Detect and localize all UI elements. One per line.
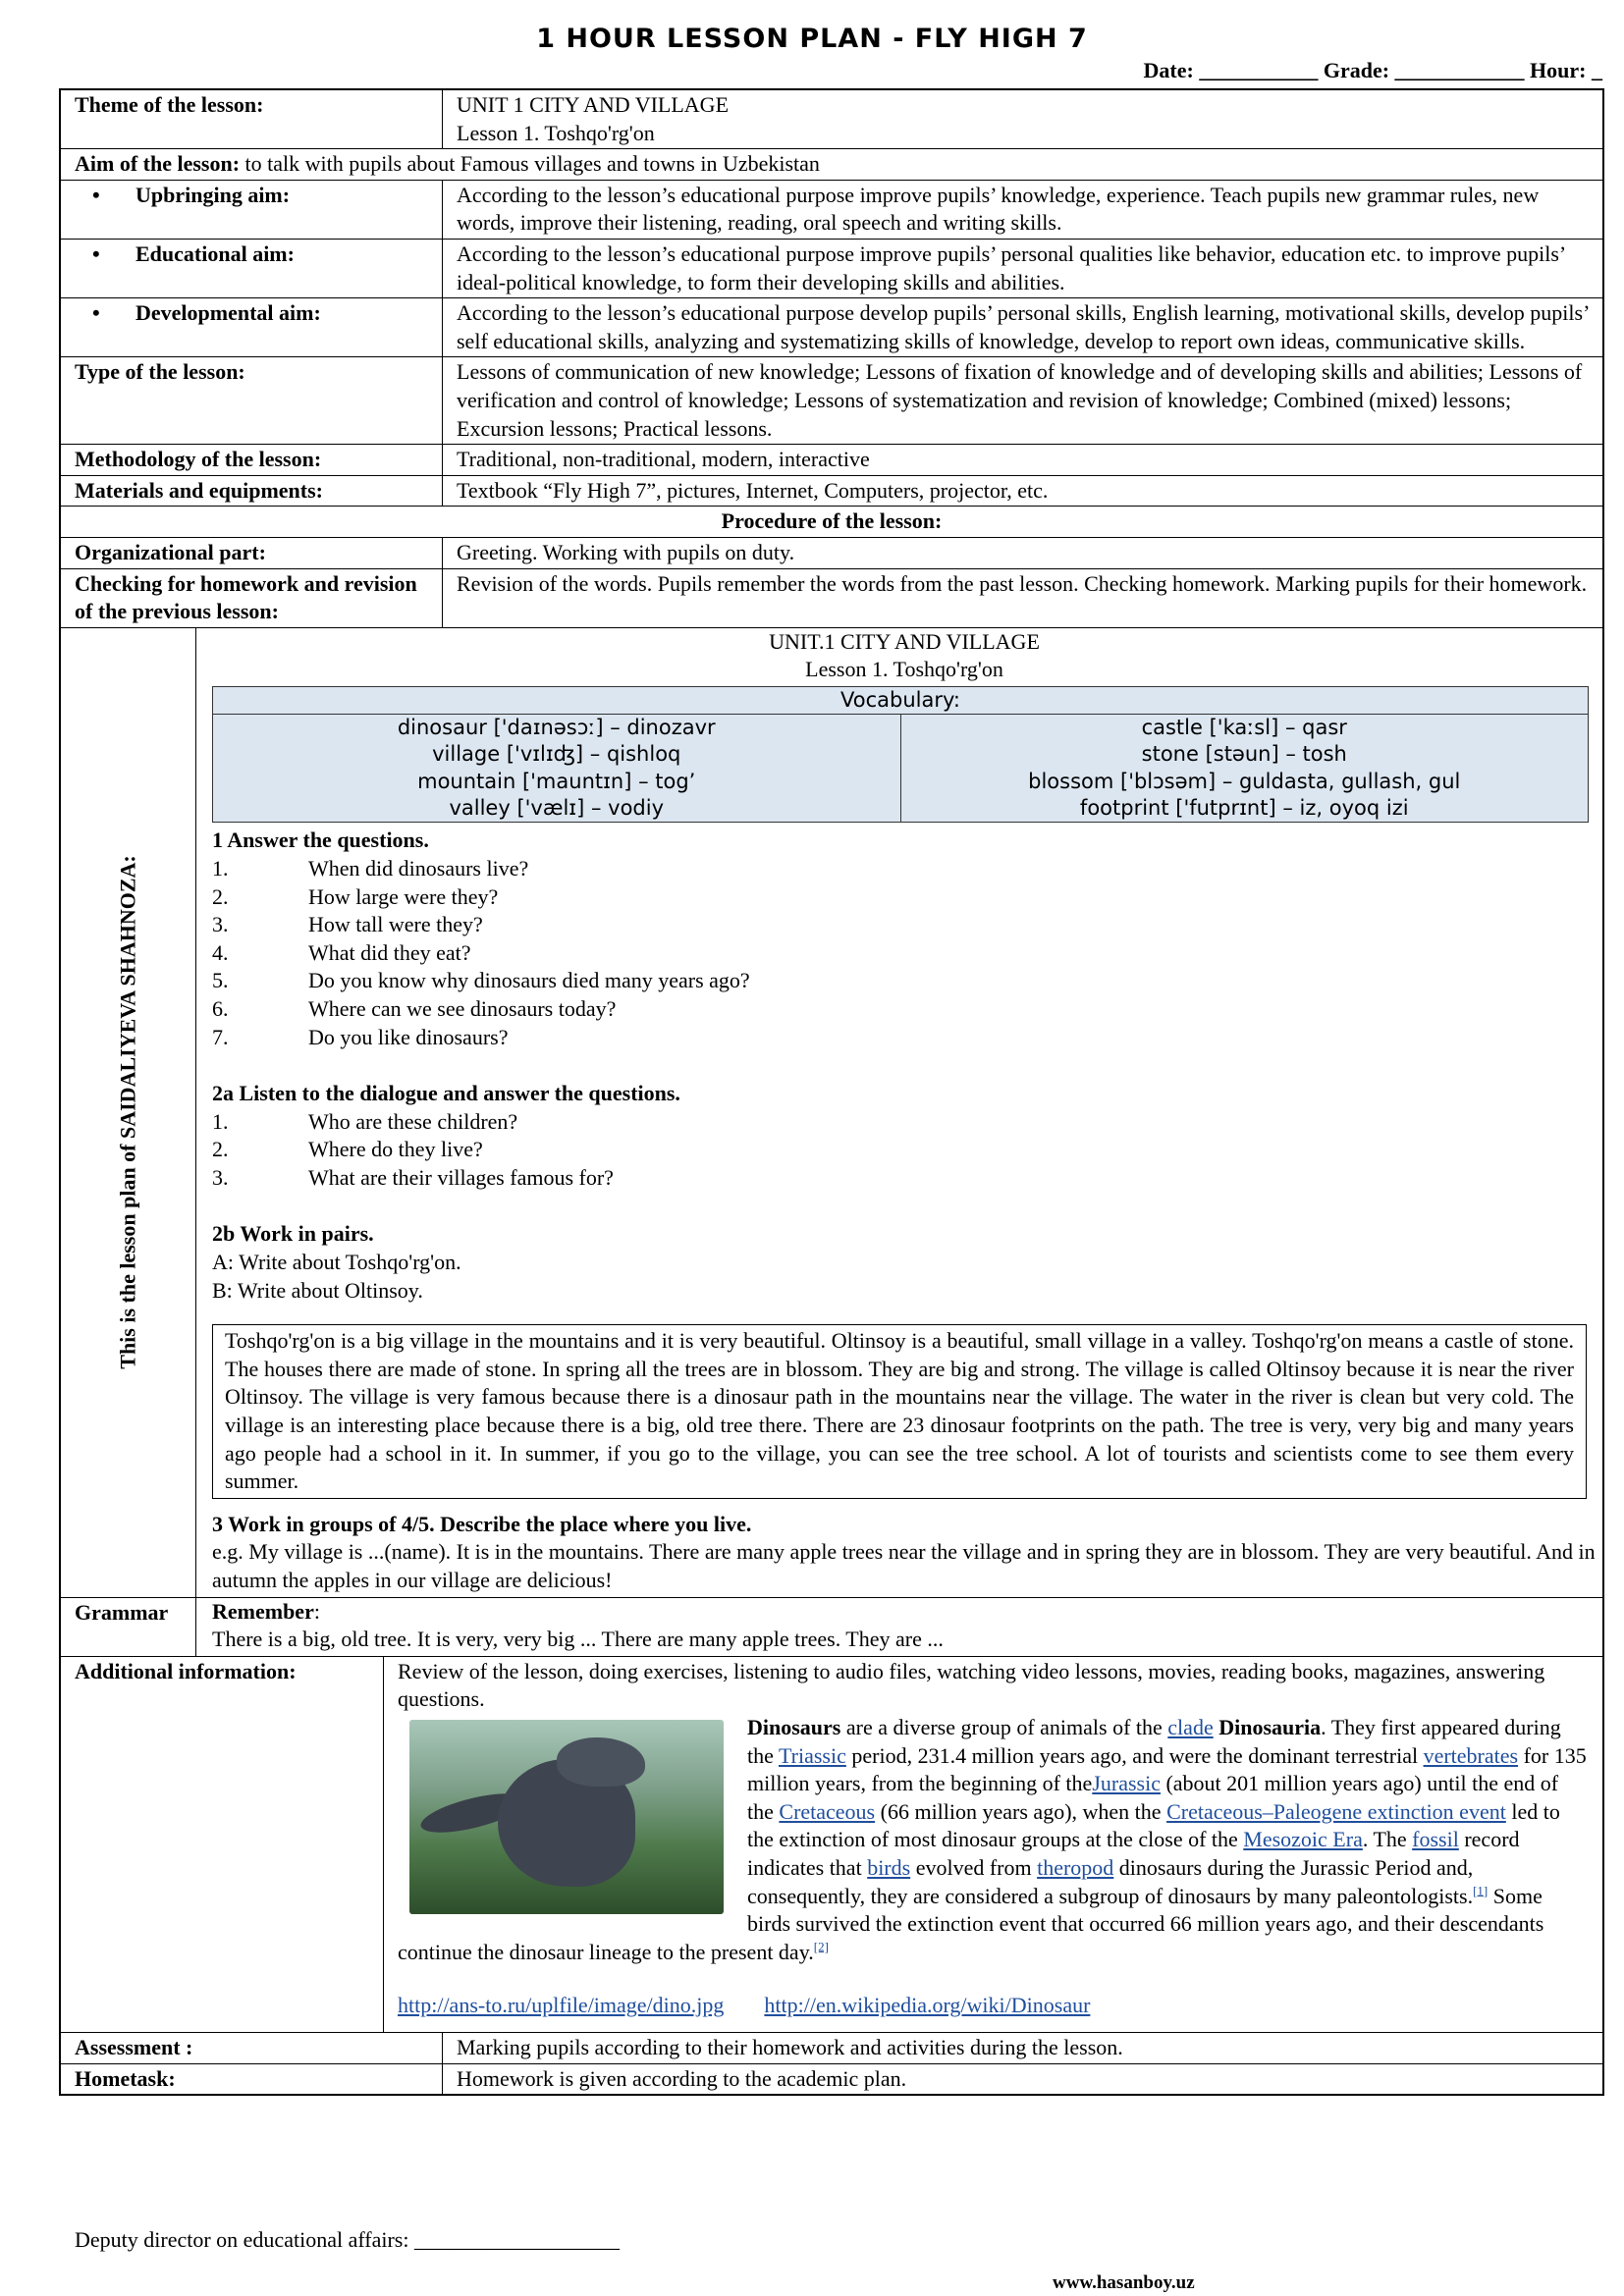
citation-1[interactable]: [1] — [1473, 1883, 1489, 1898]
type-label: Type of the lesson: — [61, 357, 443, 444]
link-cretaceous[interactable]: Cretaceous — [779, 1798, 876, 1824]
homework-check-row — [61, 568, 1602, 627]
vocab-item: stone [stəun] – tosh — [1141, 742, 1347, 767]
unit-title: UNIT.1 CITY AND VILLAGE — [769, 628, 1040, 654]
aim-row — [61, 148, 1602, 180]
lesson-plan-table — [59, 88, 1604, 2096]
vocabulary-heading: Vocabulary: — [213, 687, 1588, 715]
reading-text-box: Toshqo'rg'on is a big village in the mountains and it is very beautiful. Oltinsoy is a beautiful, small village in a valley. Toshqo'rg'on means a castle of stone. The houses there are made of stone. In spring all the trees are in blossom. They are big and strong. The village is called Oltinsoy because it is near the river Oltinsoy. The village is very famous because there is a dinosaur path in the mountains near the village. The water in the river is clean but very cold. The village is an interesting place because there is a big, old tree there. There are 23 dinosaur footprints on the path. The tree is very, very big and many years ago people had a school in it. In summer, if you go to the village, you can see the tree school. A lot of tourists and scientists come to see them every summer. — [212, 1324, 1587, 1499]
vocab-item: village ['vɪlɪʤ] – qishloq — [432, 742, 681, 767]
materials-value: Textbook “Fly High 7”, pictures, Internet, Computers, projector, etc. — [457, 477, 1049, 503]
site-footer: www.hasanboy.uz — [1053, 2272, 1195, 2293]
procedure-heading: Procedure of the lesson: — [721, 508, 943, 534]
question-item: 4. What did they eat? — [212, 939, 471, 965]
additional-info-content — [384, 1657, 1602, 2032]
side-label: This is the lesson plan of SAIDALIYEVA SHAHNOZA: — [115, 855, 140, 1369]
additional-info-row — [61, 1656, 1602, 2032]
vocab-item: dinosaur ['daɪnəsɔː] – dinozavr — [397, 716, 716, 740]
question-item: 6. Where can we see dinosaurs today? — [212, 995, 617, 1021]
vocab-item: castle ['kaːsl] – qasr — [1141, 716, 1347, 740]
image-source-link[interactable]: http://ans-to.ru/uplfile/image/dino.jpg — [398, 1993, 725, 2018]
exercise-1-questions — [212, 855, 1597, 1051]
vocabulary-table — [212, 686, 1589, 823]
grammar-row — [61, 1597, 1602, 1656]
lesson-body-row — [61, 627, 1602, 1597]
link-triassic[interactable]: Triassic — [778, 1742, 846, 1768]
assessment-label: Assessment : — [61, 2033, 443, 2063]
link-clade[interactable]: clade — [1167, 1714, 1214, 1739]
materials-label: Materials and equipments: — [61, 476, 443, 507]
aim-label: Aim of the lesson: — [75, 151, 241, 177]
vocabulary-right-column — [901, 715, 1589, 822]
developmental-aim-value: According to the lesson’s educational purpose develop pupils’ personal skills, English learning, motivational skills, develop pupils’ self educational skills, analyzing and systematizing skills of knowledge, develop to report own ideas, communicative skills. — [457, 300, 1589, 353]
upbringing-aim-value: According to the lesson’s educational purpose improve pupils’ knowledge, experience. Teach pupils new grammar rules, new words, improve their listening, reading, oral speech and writing skills. — [457, 182, 1540, 236]
exercise-2b-title: 2b Work in pairs. — [212, 1221, 374, 1247]
exercise-2a-title: 2a Listen to the dialogue and answer the questions. — [212, 1081, 680, 1106]
exercise-2a-questions — [212, 1108, 1597, 1193]
additional-intro: Review of the lesson, doing exercises, listening to audio files, watching video lessons, movies, reading books, magazines, answering questions. — [398, 1658, 1545, 1712]
organizational-label: Organizational part: — [61, 538, 443, 568]
deputy-director-signature-line: Deputy director on educational affairs: ___________________ — [75, 2227, 620, 2252]
question-item: 3. What are their villages famous for? — [212, 1164, 614, 1190]
wikipedia-link[interactable]: http://en.wikipedia.org/wiki/Dinosaur — [764, 1993, 1091, 2018]
question-item: 1. When did dinosaurs live? — [212, 855, 529, 881]
link-extinction-event[interactable]: Cretaceous–Paleogene extinction event — [1166, 1798, 1506, 1824]
grammar-content: Remember: There is a big, old tree. It is very, very big ... There are many apple trees. They are ... — [196, 1598, 1602, 1656]
methodology-row — [61, 444, 1602, 475]
additional-info-label: Additional information: — [61, 1657, 384, 2032]
educational-aim-value: According to the lesson’s educational purpose improve pupils’ personal qualities like behavior, education etc. to improve pupils’ ideal-political knowledge, to form their developing skills and abilities. — [457, 240, 1565, 294]
exercise-2b-task-b: B: Write about Oltinsoy. — [212, 1277, 423, 1303]
question-item: 5. Do you know why dinosaurs died many years ago? — [212, 968, 750, 993]
lesson-content — [196, 628, 1602, 1597]
procedure-heading-row — [61, 506, 1602, 537]
question-item: 2. How large were they? — [212, 883, 499, 909]
hometask-label: Hometask: — [61, 2064, 443, 2095]
grammar-text: There is a big, old tree. It is very, very big ... There are many apple trees. They are ... — [212, 1627, 944, 1652]
vocab-item: footprint ['futprɪnt] – iz, oyoq izi — [1079, 796, 1409, 821]
theme-row — [61, 90, 1602, 148]
dinosaur-image — [409, 1720, 724, 1914]
educational-aim-label: • Educational aim: — [61, 240, 443, 297]
side-label-cell — [61, 628, 196, 1597]
grammar-label: Grammar — [61, 1598, 196, 1656]
educational-aim-row — [61, 239, 1602, 297]
lesson-title: Lesson 1. Toshqo'rg'on — [805, 657, 1003, 682]
question-item: 2. Where do they live? — [212, 1137, 483, 1162]
theme-label: Theme of the lesson: — [61, 90, 443, 148]
theme-lesson: Lesson 1. Toshqo'rg'on — [457, 120, 655, 145]
link-vertebrates[interactable]: vertebrates — [1423, 1742, 1519, 1768]
citation-2[interactable]: [2] — [813, 1939, 829, 1954]
developmental-aim-label: • Developmental aim: — [61, 298, 443, 356]
assessment-row — [61, 2032, 1602, 2063]
dinosaur-article: Dinosaurs are a diverse group of animals of the clade Dinosauria. They first appeared during the Triassic period, 231.4 million years ago, and were the dominant terrestrial vertebrates for 135 million years, from the beginning of theJurassic (about 201 million years ago) until the end of the Cretaceous (66 million years ago), when the Cretaceous–Paleogene extinction event led to the extinction of most dinosaur groups at the close of the Mesozoic Era. The fossil record indicates that birds evolved from theropod dinosaurs during the Jurassic Period and, consequently, they are considered a subgroup of dinosaurs by many paleontologists.[1] Some birds survived the extinction event that occurred 66 million years ago, and their descendants continue the dinosaur lineage to the present day.[2] — [398, 1714, 1587, 1964]
exercise-1-title: 1 Answer the questions. — [212, 828, 429, 853]
source-links — [398, 1992, 1589, 2020]
vocab-item: blossom ['blɔsəm] – guldasta, gullash, gul — [1028, 769, 1461, 793]
hometask-value: Homework is given according to the academic plan. — [457, 2065, 907, 2091]
link-theropod[interactable]: theropod — [1037, 1854, 1114, 1880]
organizational-row — [61, 537, 1602, 568]
aim-cell — [61, 149, 1602, 180]
aim-value: to talk with pupils about Famous villages and towns in Uzbekistan — [240, 151, 820, 177]
upbringing-aim-label: • Upbringing aim: — [61, 181, 443, 239]
organizational-value: Greeting. Working with pupils on duty. — [457, 539, 795, 564]
grammar-remember: Remember — [212, 1598, 314, 1624]
vocab-item: mountain ['mauntɪn] – tog’ — [417, 769, 696, 793]
vocabulary-left-column — [213, 715, 901, 822]
materials-row — [61, 475, 1602, 507]
type-value: Lessons of communication of new knowledge; Lessons of fixation of knowledge and of developing skills and abilities; Lessons of verification and control of knowledge; Lessons of systematization and revision of knowledge; Combined (mixed) lessons; Excursion lessons; Practical lessons. — [457, 359, 1583, 441]
exercise-3-example: e.g. My village is ...(name). It is in the mountains. There are many apple trees near the village and in spring they are in blossom. They are very beautiful. And in autumn the apples in our village are delicious! — [212, 1539, 1596, 1593]
theme-unit: UNIT 1 CITY AND VILLAGE — [457, 92, 730, 117]
date-grade-hour-line: Date: ___________ Grade: ____________ Hour: _ — [1143, 58, 1602, 82]
hometask-row — [61, 2063, 1602, 2095]
question-item: 3. How tall were they? — [212, 912, 483, 937]
link-fossil[interactable]: fossil — [1412, 1827, 1459, 1852]
link-birds[interactable]: birds — [867, 1854, 911, 1880]
link-mesozoic-era[interactable]: Mesozoic Era — [1243, 1827, 1363, 1852]
upbringing-aim-row — [61, 180, 1602, 239]
exercise-2b-task-a: A: Write about Toshqo'rg'on. — [212, 1250, 461, 1275]
page-title: 1 HOUR LESSON PLAN - FLY HIGH 7 — [536, 24, 1088, 54]
question-item: 1. Who are these children? — [212, 1108, 518, 1134]
methodology-value: Traditional, non-traditional, modern, interactive — [457, 447, 870, 472]
link-jurassic[interactable]: Jurassic — [1092, 1771, 1161, 1796]
homework-check-label: Checking for homework and revision of the previous lesson: — [61, 569, 443, 627]
methodology-label: Methodology of the lesson: — [61, 445, 443, 475]
developmental-aim-row — [61, 297, 1602, 356]
vocab-item: valley ['vælɪ] – vodiy — [449, 796, 665, 821]
homework-check-value: Revision of the words. Pupils remember the words from the past lesson. Checking homework. Marking pupils for their homework. — [457, 570, 1588, 596]
theme-value — [443, 90, 1602, 148]
exercise-3-title: 3 Work in groups of 4/5. Describe the place where you live. — [212, 1511, 752, 1536]
question-item: 7. Do you like dinosaurs? — [212, 1024, 509, 1049]
assessment-value: Marking pupils according to their homework and activities during the lesson. — [457, 2034, 1123, 2059]
type-row — [61, 356, 1602, 444]
